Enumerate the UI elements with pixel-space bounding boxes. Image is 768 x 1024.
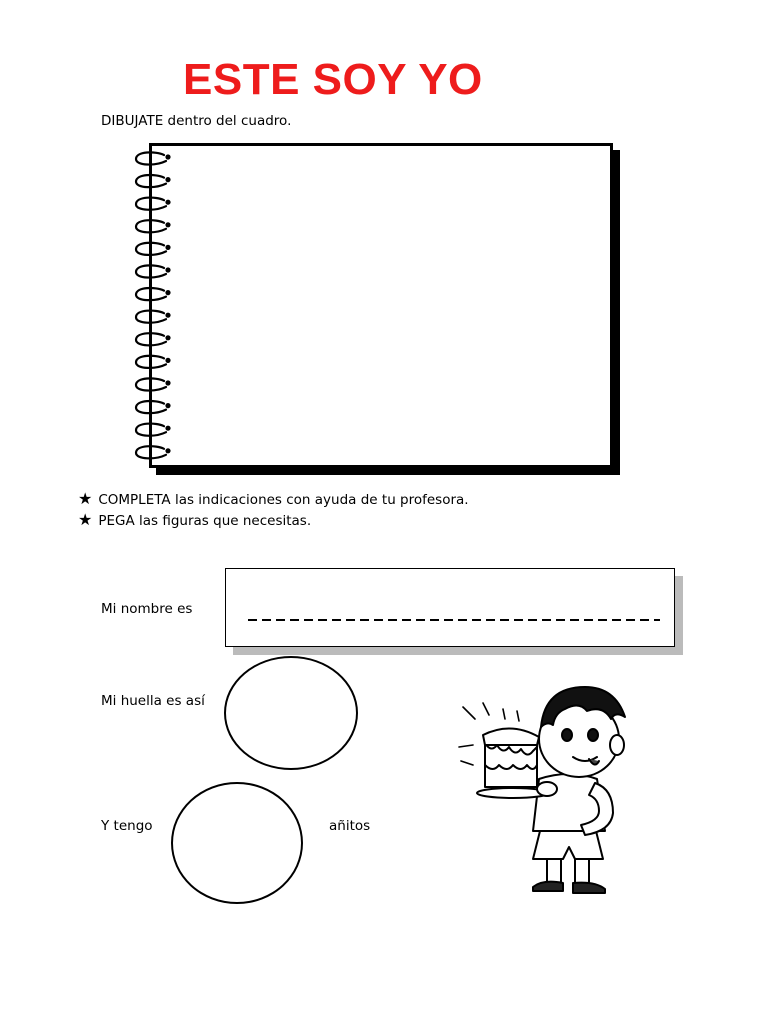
- bullet-complete-keyword: COMPLETA: [98, 492, 171, 508]
- spiral-ring: [136, 356, 166, 368]
- spiral-hole: [165, 267, 170, 272]
- spiral-hole: [165, 313, 170, 318]
- bullet-paste: [78, 510, 311, 529]
- drawing-area[interactable]: [176, 150, 606, 461]
- bullet-paste-text: las figuras que necesitas.: [134, 513, 312, 529]
- spiral-hole: [165, 448, 170, 453]
- star-icon: ★: [78, 489, 93, 508]
- name-box[interactable]: [225, 568, 675, 647]
- page-title: ESTE SOY YO: [183, 55, 483, 104]
- spiral-hole: [165, 200, 170, 205]
- fingerprint-circle[interactable]: [224, 656, 358, 770]
- bullet-paste-keyword: PEGA: [98, 513, 135, 529]
- bullet-complete-text: las indicaciones con ayuda de tu profesora.: [170, 492, 469, 508]
- spiral-ring: [136, 175, 166, 187]
- spiral-ring: [136, 265, 166, 277]
- fingerprint-label: Mi huella es así: [101, 693, 205, 709]
- spiral-ring: [136, 378, 166, 390]
- spiral-rings-icon: [126, 143, 176, 463]
- spiral-hole: [165, 290, 170, 295]
- draw-keyword: DIBUJATE: [101, 113, 164, 129]
- spiral-ring: [136, 198, 166, 210]
- spiral-ring: [136, 243, 166, 255]
- age-label: Y tengo: [101, 818, 153, 834]
- boy-with-cake-icon: [455, 675, 670, 910]
- draw-instruction-text: dentro del cuadro.: [163, 113, 292, 129]
- spiral-ring: [136, 220, 166, 232]
- spiral-hole: [165, 426, 170, 431]
- spiral-hole: [165, 154, 170, 159]
- spiral-hole: [165, 177, 170, 182]
- spiral-hole: [165, 245, 170, 250]
- spiral-hole: [165, 335, 170, 340]
- spiral-ring: [136, 311, 166, 323]
- spiral-hole: [165, 380, 170, 385]
- draw-instruction: [101, 113, 291, 129]
- spiral-ring: [136, 333, 166, 345]
- spiral-hole: [165, 358, 170, 363]
- spiral-ring: [136, 446, 166, 458]
- age-circle[interactable]: [171, 782, 303, 904]
- spiral-ring: [136, 152, 166, 164]
- spiral-hole: [165, 403, 170, 408]
- spiral-ring: [136, 401, 166, 413]
- age-suffix: añitos: [329, 818, 371, 834]
- spiral-ring: [136, 424, 166, 436]
- spiral-hole: [165, 222, 170, 227]
- spiral-ring: [136, 288, 166, 300]
- name-label: Mi nombre es: [101, 601, 193, 617]
- star-icon: ★: [78, 510, 93, 529]
- bullet-complete: [78, 489, 469, 508]
- notebook-frame: [149, 143, 613, 468]
- name-dashed-line[interactable]: [248, 619, 660, 621]
